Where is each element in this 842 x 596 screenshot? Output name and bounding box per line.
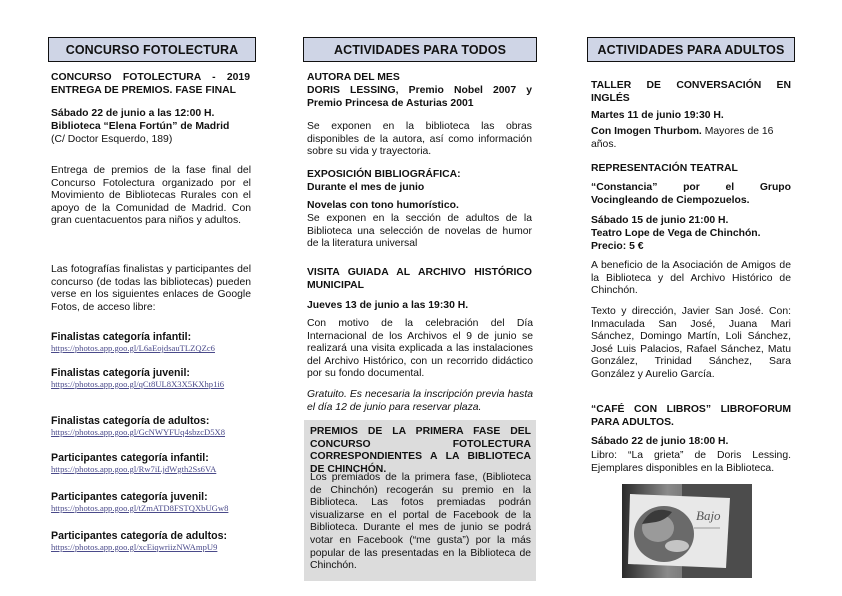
book-photo-graphic bbox=[622, 484, 752, 578]
link-block-participantes-adultos bbox=[51, 530, 266, 552]
visit-title: VISITA GUIADA AL ARCHIVO HISTÓRICO MUNICIPAL bbox=[307, 267, 532, 291]
header-concurso-fotolectura: CONCURSO FOTOLECTURA bbox=[48, 37, 256, 62]
gallery-link[interactable]: https://photos.app.goo.gl/tZmATD8FSTQXbUGw8 bbox=[51, 503, 229, 513]
link-label: Finalistas categoría infantil: bbox=[51, 331, 192, 343]
author-description: Se exponen en la biblioteca las obras disponibles de la autora, así como información sobre su vida y trayectoria. bbox=[307, 121, 532, 158]
link-label: Participantes categoría de adultos: bbox=[51, 530, 228, 542]
expo-subtitle: Novelas con tono humorístico. bbox=[307, 200, 459, 211]
teatro-title: REPRESENTACIÓN TEATRAL bbox=[591, 163, 738, 174]
link-block-participantes-infantil bbox=[51, 452, 266, 474]
gallery-link[interactable]: https://photos.app.goo.gl/Rw7iLjdWgth2Ss6VA bbox=[51, 464, 217, 474]
teatro-venue: Teatro Lope de Vega de Chinchón. bbox=[591, 228, 761, 239]
author-title: AUTORA DEL MES bbox=[307, 72, 400, 83]
link-block-finalistas-infantil bbox=[51, 331, 266, 353]
prize-box-text: Los premiados de la primera fase, (Biblioteca de Chinchón) recogerán su premio en la Biblioteca. Las fotos premiadas podrán visualizarse en el portal de Facebook de la Biblioteca. Durante el mes de junio se podrá votar en Facebook (“me gusta”) por la más popular de las presentadas en la Biblioteca de Chinchón. bbox=[310, 472, 531, 572]
cafe-description: Libro: “La grieta” de Doris Lessing. Ejemplares disponibles en la Biblioteca. bbox=[591, 450, 791, 474]
book-photo-title: Bajo bbox=[696, 508, 721, 523]
prize-box-title: PREMIOS DE LA PRIMERA FASE DEL CONCURSO FOTOLECTURA CORRESPONDIENTES A LA BIBLIOTECA DE CHINCHÓN. bbox=[310, 426, 531, 475]
visit-note: Gratuito. Es necesaria la inscripción previa hasta el día 12 de junio para reservar plaza. bbox=[307, 389, 533, 413]
link-block-participantes-juvenil bbox=[51, 491, 266, 513]
link-block-finalistas-adultos bbox=[51, 415, 266, 437]
header-actividades-para-adultos: ACTIVIDADES PARA ADULTOS bbox=[587, 37, 795, 62]
gallery-link[interactable]: https://photos.app.goo.gl/xcEiqwriizNWAmpU9 bbox=[51, 542, 218, 552]
visit-date: Jueves 13 de junio a las 19:30 H. bbox=[307, 300, 469, 311]
book-photo bbox=[622, 484, 752, 578]
taller-teacher: Con Imogen Thurbom. bbox=[591, 126, 702, 137]
visit-description: Con motivo de la celebración del Día Internacional de los Archivos el 9 de junio se realizará una visita explicada a las instalaciones del Archivo Histórico, con un recorrido didáctico por su fondo documental. bbox=[307, 318, 533, 380]
contest-address: (C/ Doctor Esquerdo, 189) bbox=[51, 134, 173, 145]
teatro-play: “Constancia” por el Grupo Vocingleando de Ciempozuelos. bbox=[591, 182, 791, 206]
contest-gallery-intro: Las fotografías finalistas y participantes del concurso (de todas las bibliotecas) pueden verse en los siguientes enlaces de Google Fotos, de acceso libre: bbox=[51, 264, 251, 313]
author-name: DORIS LESSING, Premio Nobel 2007 y Premio Princesa de Asturias 2001 bbox=[307, 85, 532, 109]
contest-venue: Biblioteca “Elena Fortún” de Madrid bbox=[51, 121, 230, 132]
link-label: Participantes categoría juvenil: bbox=[51, 491, 208, 503]
gallery-link[interactable]: https://photos.app.goo.gl/qCt8UL8X3X5KXhp1i6 bbox=[51, 379, 225, 389]
link-label: Participantes categoría infantil: bbox=[51, 452, 209, 464]
taller-title: TALLER DE CONVERSACIÓN EN INGLÉS bbox=[591, 80, 791, 104]
link-label: Finalistas categoría juvenil: bbox=[51, 367, 190, 379]
link-block-finalistas-juvenil bbox=[51, 367, 266, 389]
teatro-price: Precio: 5 € bbox=[591, 241, 644, 252]
teatro-date: Sábado 15 de junio 21:00 H. bbox=[591, 215, 729, 226]
taller-details bbox=[591, 126, 791, 151]
gallery-link[interactable]: https://photos.app.goo.gl/L6aEojdsauTLZQZc6 bbox=[51, 343, 215, 353]
cafe-date: Sábado 22 de junio 18:00 H. bbox=[591, 436, 729, 447]
contest-date: Sábado 22 de junio a las 12:00 H. bbox=[51, 108, 215, 119]
taller-date: Martes 11 de junio 19:30 H. bbox=[591, 110, 724, 121]
expo-title: EXPOSICIÓN BIBLIOGRÁFICA: bbox=[307, 169, 461, 180]
header-actividades-para-todos: ACTIVIDADES PARA TODOS bbox=[303, 37, 537, 62]
contest-title: CONCURSO FOTOLECTURA - 2019 ENTREGA DE PREMIOS. FASE FINAL bbox=[51, 72, 250, 96]
teatro-benefit: A beneficio de la Asociación de Amigos de la Biblioteca y del Archivo Histórico de Chinchón. bbox=[591, 260, 791, 297]
contest-description: Entrega de premios de la fase final del Concurso Fotolectura organizado por el Movimiento de Bibliotecas Rurales con el apoyo de la Comunidad de Madrid. Con gran cuentacuentos para niños y adultos. bbox=[51, 165, 251, 227]
taller-age: Mayores de 16 años. bbox=[591, 126, 774, 150]
cafe-title: “CAFÉ CON LIBROS” LIBROFORUM PARA ADULTOS. bbox=[591, 404, 791, 428]
expo-description: Se exponen en la sección de adultos de la Biblioteca una selección de novelas de humor de la literatura universal bbox=[307, 213, 532, 250]
gallery-link[interactable]: https://photos.app.goo.gl/GcNWYFUq4sbzcD5X8 bbox=[51, 427, 226, 437]
expo-date: Durante el mes de junio bbox=[307, 182, 425, 193]
teatro-cast: Texto y dirección, Javier San José. Con: Inmaculada San José, Juana Mari Sánchez, Domingo Martín, Loli Sánchez, José Luis Palacios, Rafael Sánchez, Matu González, Trinidad Sánchez, Sara González y Aurelio García. bbox=[591, 306, 791, 380]
link-label: Finalistas categoría de adultos: bbox=[51, 415, 210, 427]
